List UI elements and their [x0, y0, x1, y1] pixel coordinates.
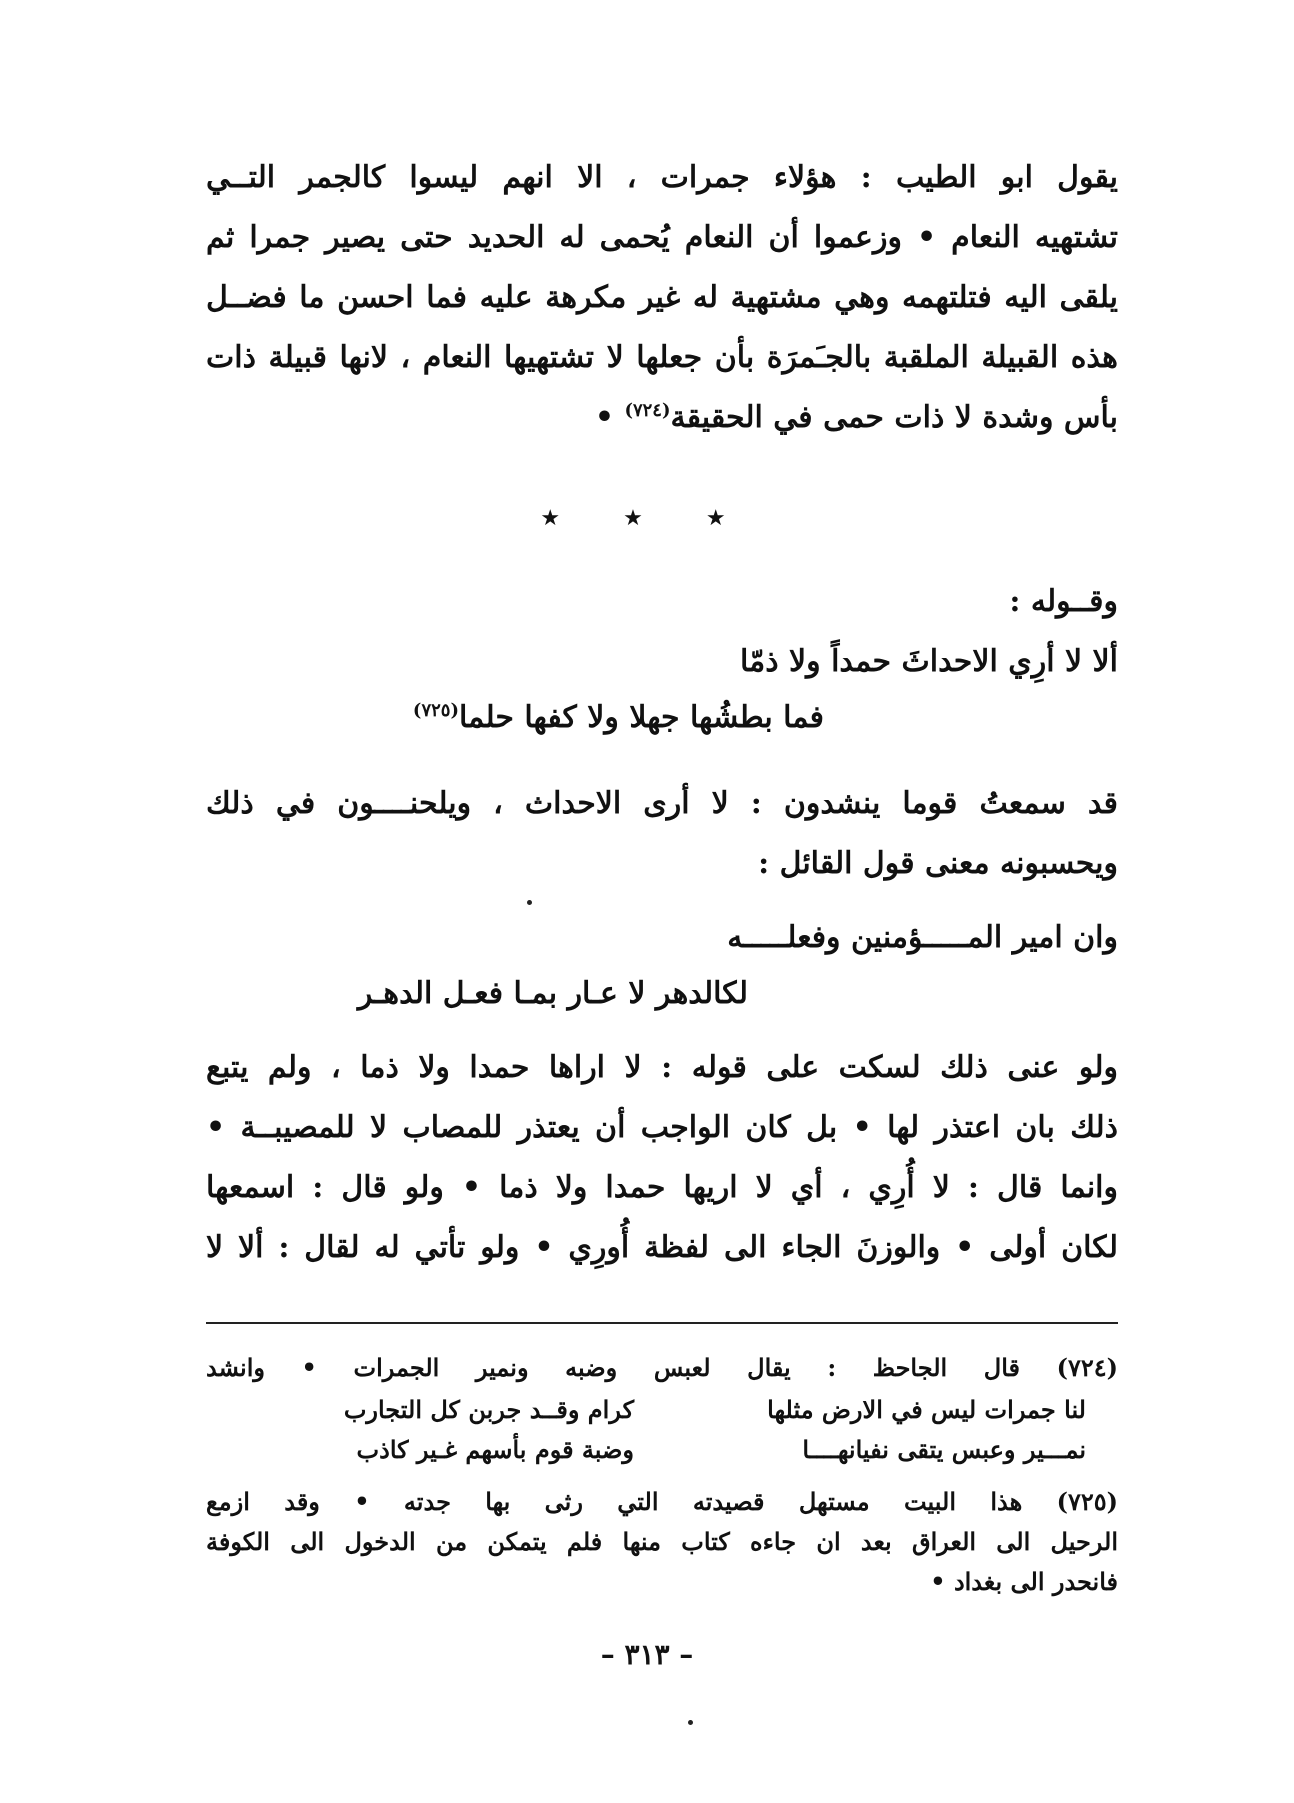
scan-speck — [527, 900, 532, 905]
footnote-724-verse-2b: وضبة قوم بأسهم غـير كاذب — [356, 1435, 634, 1464]
text-line: ولو عنى ذلك لسكت على قوله : لا اراها حمدا ولا ذما ، ولم يتبع — [206, 1050, 1118, 1085]
footnote-divider — [206, 1322, 1118, 1324]
page-number: – ٣١٣ – — [600, 1638, 694, 1671]
text-line: لكان أولى • والوزنَ الجاء الى لفظة أُورِي • ولو تأتي له لقال : ألا لا — [206, 1230, 1118, 1265]
text-line — [206, 390, 1118, 446]
footnote-ref-725: (٧٢٥) — [412, 700, 459, 721]
text-line: ويحسبونه معنى قول القائل : — [758, 846, 1118, 881]
footnote-725-line: الرحيل الى العراق بعد ان جاءه كتاب منها فلم يتمكن من الدخول الى الكوفة — [206, 1527, 1118, 1556]
footnote-724-verse-1b: كرام وقــد جربن كل التجارب — [343, 1395, 634, 1424]
text-line: ذلك بان اعتذر لها • بل كان الواجب أن يعتذر للمصاب لا للمصيبــة • — [206, 1110, 1118, 1145]
verse-2-hemistich-2: لكالدهر لا عـار بمـا فعـل الدهـر — [357, 976, 748, 1011]
footnote-725-line: فانحدر الى بغداد • — [930, 1567, 1118, 1596]
verse-1-hemistich-1: ألا لا أرِي الاحداثَ حمداً ولا ذمّا — [740, 644, 1118, 679]
text-line: قد سمعتُ قوما ينشدون : لا أرى الاحداث ، ويلحنــــون في ذلك — [206, 786, 1118, 821]
text-line: تشتهيه النعام • وزعموا أن النعام يُحمى له الحديد حتى يصير جمرا ثم — [206, 220, 1118, 255]
scan-speck — [688, 1720, 693, 1725]
verse-1-hemistich-2 — [413, 690, 824, 746]
footnote-724-line: (٧٢٤) قال الجاحظ : يقال لعبس وضبه ونمير الجمرات • وانشد — [206, 1353, 1118, 1382]
text-fragment: فما بطشُها جهلا ولا كفها حلما — [459, 700, 824, 735]
text-line: وانما قال : لا أُرِي ، أي لا اريها حمدا ولا ذما • ولو قال : اسمعها — [206, 1170, 1118, 1205]
footnote-724-verse-1a: لنا جمرات ليس في الارض مثلها — [767, 1395, 1086, 1424]
text-line: يقول ابو الطيب : هؤلاء جمرات ، الا انهم ليسوا كالجمر التــي — [206, 160, 1118, 195]
text-line: هذه القبيلة الملقبة بالجـَمرَة بأن جعلها لا تشتهيها النعام ، لانها قبيلة ذات — [206, 340, 1118, 375]
section-separator: ★ ★ ★ — [540, 506, 754, 531]
footnote-725-line: (٧٢٥) هذا البيت مستهل قصيدته التي رثى بها جدته • وقد ازمع — [206, 1487, 1118, 1516]
footnote-ref-724: (٧٢٤) — [624, 400, 671, 421]
text-fragment: بأس وشدة لا ذات حمى في الحقيقة — [670, 400, 1118, 435]
footnote-724-verse-2a: نمـــير وعبس يتقى نفيانهــــا — [802, 1435, 1086, 1464]
verse-2-hemistich-1: وان امير المـــــؤمنين وفعلـــــه — [727, 920, 1118, 955]
text-line: يلقى اليه فتلتهمه وهي مشتهية له غير مكرهة عليه فما احسن ما فضــل — [206, 280, 1118, 315]
text-fragment: • — [594, 400, 625, 435]
verse-intro: وقــوله : — [1009, 584, 1118, 619]
